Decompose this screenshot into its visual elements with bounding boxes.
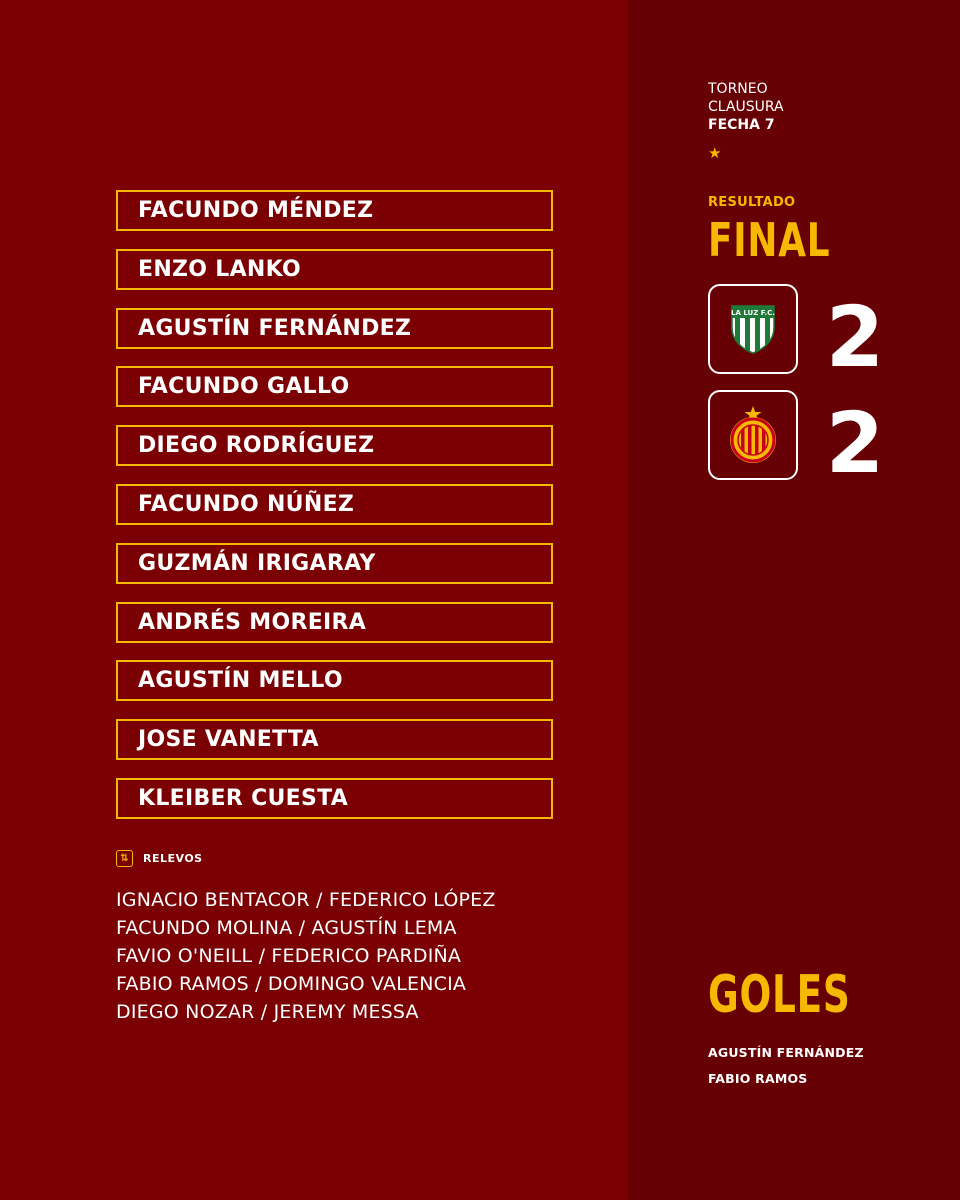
tournament-name-line2: CLAUSURA — [708, 99, 784, 115]
player-row: FACUNDO GALLO — [116, 366, 553, 407]
player-row: FACUNDO MÉNDEZ — [116, 190, 553, 231]
player-row: JOSE VANETTA — [116, 719, 553, 760]
away-score: 2 — [825, 394, 885, 492]
substitution-item: FAVIO O'NEILL / FEDERICO PARDIÑA — [116, 945, 462, 967]
substitutions-list — [116, 886, 496, 1026]
star-icon: ★ — [708, 144, 722, 162]
tournament-info — [708, 80, 784, 134]
player-row: AGUSTÍN MELLO — [116, 660, 553, 701]
goal-scorer: FABIO RAMOS — [708, 1071, 808, 1086]
la-luz-shield-icon — [726, 302, 780, 356]
substitution-item: FABIO RAMOS / DOMINGO VALENCIA — [116, 973, 467, 995]
match-status: FINAL — [708, 213, 831, 267]
round-label: FECHA 7 — [708, 117, 775, 133]
player-row: KLEIBER CUESTA — [116, 778, 553, 819]
goal-scorer: AGUSTÍN FERNÁNDEZ — [708, 1045, 864, 1060]
away-team-crest — [708, 390, 798, 480]
goals-title: GOLES — [708, 965, 851, 1025]
home-team-crest — [708, 284, 798, 374]
player-row: GUZMÁN IRIGARAY — [116, 543, 553, 584]
substitution-item: DIEGO NOZAR / JEREMY MESSA — [116, 1001, 419, 1023]
relevos-label: RELEVOS — [143, 852, 203, 865]
substitution-item: FACUNDO MOLINA / AGUSTÍN LEMA — [116, 917, 457, 939]
player-row: ENZO LANKO — [116, 249, 553, 290]
progreso-crest-icon — [723, 404, 783, 466]
result-label: RESULTADO — [708, 195, 796, 210]
player-row: FACUNDO NÚÑEZ — [116, 484, 553, 525]
player-row: AGUSTÍN FERNÁNDEZ — [116, 308, 553, 349]
substitution-item: IGNACIO BENTACOR / FEDERICO LÓPEZ — [116, 889, 496, 911]
player-row: DIEGO RODRÍGUEZ — [116, 425, 553, 466]
goal-scorers-list — [708, 1040, 864, 1092]
relevos-header — [116, 850, 203, 867]
lineup-list — [116, 190, 553, 837]
player-row: ANDRÉS MOREIRA — [116, 602, 553, 643]
swap-arrows-icon: ⇅ — [116, 850, 133, 867]
home-crest-text: LA LUZ F.C. — [731, 309, 775, 317]
tournament-name-line1: TORNEO — [708, 81, 768, 97]
home-score: 2 — [825, 288, 885, 386]
